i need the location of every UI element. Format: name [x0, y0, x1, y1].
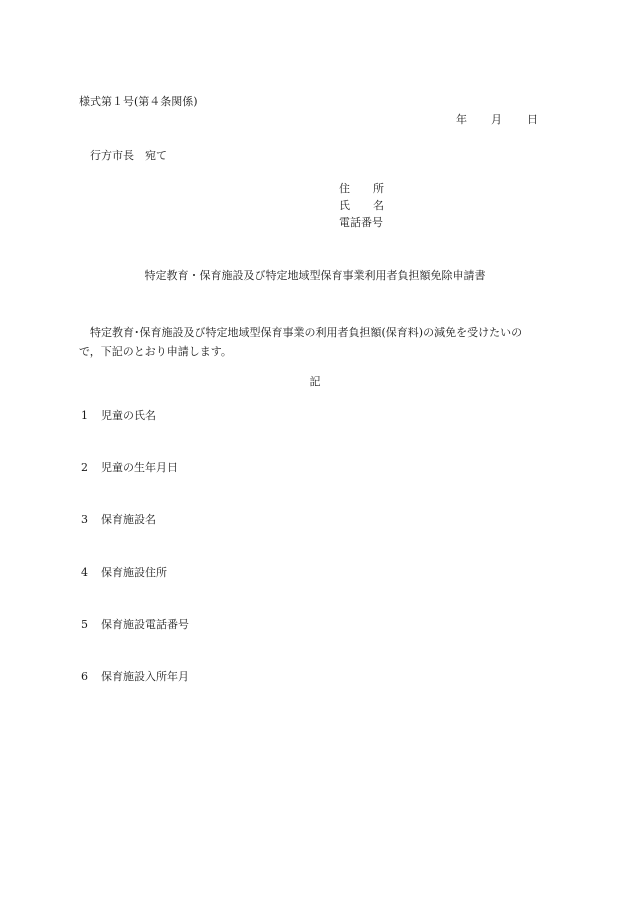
- item-number: 1: [81, 409, 88, 422]
- item-label: 児童の生年月日: [101, 461, 178, 474]
- list-item-facility-address: [81, 567, 167, 578]
- item-number: 3: [81, 513, 88, 526]
- addressee: [90, 150, 167, 161]
- item-label: 保育施設住所: [101, 566, 167, 579]
- item-label: 保育施設電話番号: [101, 618, 189, 631]
- applicant-fields: [339, 183, 407, 234]
- applicant-address-label: 住所: [339, 182, 407, 195]
- ki-label: 記: [309, 375, 321, 388]
- list-item-facility-name: [81, 514, 156, 525]
- date-line: [456, 114, 538, 125]
- form-number: 様式第１号(第４条関係): [79, 95, 198, 108]
- item-number: 6: [81, 670, 88, 683]
- addressee-title: 宛て: [145, 149, 167, 162]
- item-number: 4: [81, 566, 88, 579]
- applicant-phone-label: 電話番号: [339, 216, 383, 229]
- item-label: 保育施設入所年月: [101, 670, 189, 683]
- list-item-facility-admission: [81, 671, 189, 682]
- list-item-child-birthdate: [81, 462, 178, 473]
- list-item-child-name: [81, 410, 156, 421]
- item-label: 児童の氏名: [101, 409, 156, 422]
- item-number: 2: [81, 461, 88, 474]
- date-day-label: 日: [527, 113, 538, 126]
- list-item-facility-phone: [81, 619, 189, 630]
- item-label: 保育施設名: [101, 513, 156, 526]
- body-line-2: で，下記のとおり申請します。: [79, 345, 232, 358]
- addressee-name: 行方市長: [90, 149, 134, 162]
- item-number: 5: [81, 618, 88, 631]
- applicant-name-label: 氏名: [339, 199, 407, 212]
- date-year-label: 年: [456, 113, 467, 126]
- document-title: 特定教育・保育施設及び特定地域型保育事業利用者負担額免除申請書: [144, 269, 486, 282]
- body-line-1: 特定教育･保育施設及び特定地域型保育事業の利用者負担額(保育料)の減免を受けたいの: [90, 326, 523, 339]
- date-month-label: 月: [491, 113, 502, 126]
- body-paragraph: [79, 323, 559, 361]
